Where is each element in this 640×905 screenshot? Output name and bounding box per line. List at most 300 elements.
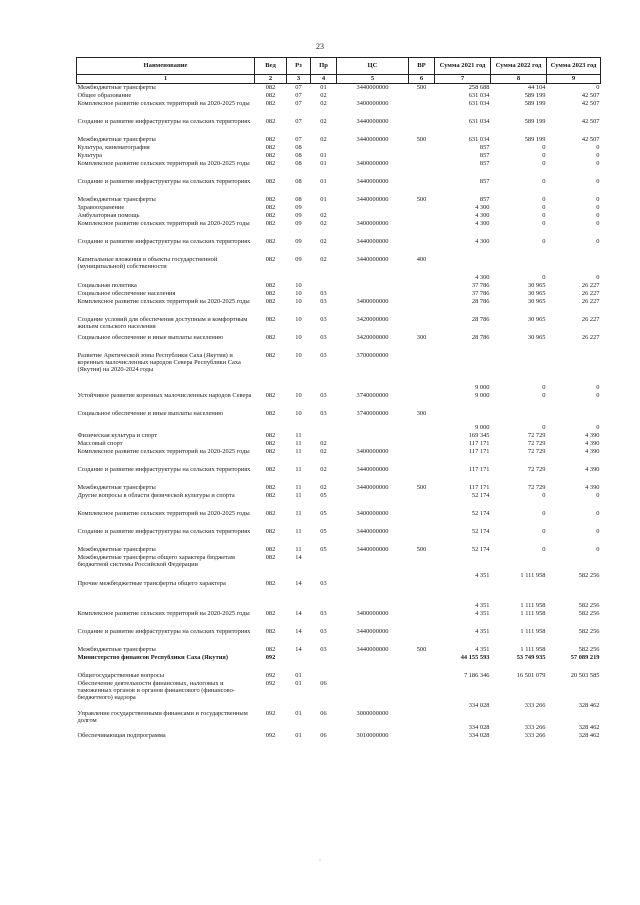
- row-vr: [409, 580, 435, 610]
- row-sum-2021: 9 000: [475, 391, 490, 399]
- row-sum-2021: 28 786: [471, 333, 490, 341]
- row-sum-2022: 72 729: [527, 483, 546, 491]
- table-row: [77, 316, 601, 334]
- table-row: [77, 410, 601, 432]
- row-pr: 03: [320, 645, 327, 653]
- row-sum-2021: 44 155 593: [460, 653, 490, 661]
- row-sum-2021: 4 351: [475, 627, 490, 635]
- row-vr: [409, 680, 435, 710]
- row-name: Массовый спорт: [77, 439, 123, 447]
- header-sum-2022: Сумма 2022 год: [491, 58, 547, 75]
- row-sum-2021: 117 171: [468, 447, 490, 455]
- row-cs: [337, 282, 409, 290]
- row-vr: [409, 290, 435, 298]
- row-sum-2021: 631 034: [468, 117, 490, 125]
- row-rz: 01: [295, 731, 302, 739]
- row-name: Комплексное развитие сельских территорий на 2020-2025 годы: [77, 609, 250, 617]
- row-rz: 10: [295, 315, 302, 323]
- row-ved: 082: [265, 553, 276, 561]
- row-cs: [337, 672, 409, 680]
- row-sum-2022: 0: [542, 527, 546, 535]
- table-row: [77, 220, 601, 238]
- table-row: [77, 160, 601, 178]
- row-name: Обеспечивающая подпрограмма: [77, 731, 166, 739]
- row-sum-2022: 16 501 079: [516, 671, 546, 679]
- row-cs: 3400000000: [356, 159, 389, 167]
- row-ved: 082: [265, 177, 276, 185]
- row-vr: 500: [416, 135, 427, 143]
- row-pr: [311, 204, 337, 212]
- row-sum-2023: 0: [596, 509, 600, 517]
- row-pr: [311, 282, 337, 290]
- row-ved: 082: [265, 447, 276, 455]
- table-row: [77, 178, 601, 196]
- table-row: [77, 204, 601, 212]
- row-ved: 092: [265, 671, 276, 679]
- row-cs: 3440000000: [356, 465, 389, 473]
- row-vr: [409, 732, 435, 742]
- row-pr: [311, 672, 337, 680]
- row-ved: 082: [265, 117, 276, 125]
- row-sum-2021: 9 000: [475, 384, 490, 392]
- row-sum-2023: 582 256: [578, 602, 600, 610]
- page-number: 23: [316, 42, 324, 51]
- row-rz: 11: [295, 491, 302, 499]
- row-pr: 02: [320, 255, 327, 263]
- row-sum-2023: 0: [596, 219, 600, 227]
- row-sum-2023: 582 256: [578, 572, 600, 580]
- row-pr: 06: [320, 679, 327, 687]
- row-vr: [409, 628, 435, 646]
- row-rz: 11: [295, 431, 302, 439]
- row-sum-2021: 4 351: [475, 572, 490, 580]
- row-vr: [409, 466, 435, 484]
- row-pr: 05: [320, 509, 327, 517]
- row-pr: 01: [320, 84, 327, 91]
- row-sum-2022: 589 199: [524, 99, 546, 107]
- row-ved: 082: [265, 431, 276, 439]
- row-name: Создание условий для обеспечения доступным и комфортным жильем сельского населения: [77, 315, 248, 330]
- row-pr: [311, 654, 337, 672]
- row-name: Межбюджетные трансферты: [77, 135, 156, 143]
- table-row: [77, 256, 601, 282]
- row-rz: 07: [295, 135, 302, 143]
- table-row: [77, 528, 601, 546]
- row-ved: 082: [265, 255, 276, 263]
- row-name: Создание и развитие инфраструктуры на сельских территориях: [77, 117, 251, 125]
- row-sum-2023: 582 256: [578, 609, 600, 617]
- row-ved: 082: [265, 281, 276, 289]
- row-name: Прочие межбюджетные трансферты общего характера: [77, 579, 226, 587]
- row-pr: 02: [320, 219, 327, 227]
- row-rz: 01: [295, 679, 302, 687]
- table-row: [77, 392, 601, 410]
- row-sum-2021: 857: [479, 177, 490, 185]
- row-sum-2023: 26 227: [581, 297, 600, 305]
- row-ved: 082: [265, 143, 276, 151]
- row-cs: 3010000000: [356, 731, 389, 739]
- row-vr: [409, 554, 435, 580]
- row-ved: 082: [265, 645, 276, 653]
- row-rz: 10: [295, 409, 302, 417]
- row-sum-2021: 4 300: [475, 211, 490, 219]
- row-sum-2022: 30 965: [527, 333, 546, 341]
- row-name: Создание и развитие инфраструктуры на сельских территориях: [77, 237, 251, 245]
- row-ved: 082: [265, 203, 276, 211]
- row-cs: [337, 654, 409, 672]
- row-name: Социальное обеспечение и иные выплаты населению: [77, 409, 224, 417]
- row-cs: [337, 554, 409, 580]
- row-sum-2021: 4 300: [475, 274, 490, 282]
- row-sum-2021: 334 028: [468, 731, 490, 739]
- row-sum-2022: 333 266: [524, 731, 546, 739]
- colnum-3: 3: [287, 75, 311, 84]
- row-cs: [337, 492, 409, 510]
- table-row: [77, 290, 601, 298]
- row-sum-2021: 28 786: [471, 315, 490, 323]
- row-pr: 02: [320, 447, 327, 455]
- row-rz: 01: [295, 671, 302, 679]
- row-sum-2021: 857: [479, 151, 490, 159]
- row-sum-2022: 30 965: [527, 281, 546, 289]
- table-row: [77, 432, 601, 440]
- row-sum-2022: 0: [542, 159, 546, 167]
- row-ved: 082: [265, 91, 276, 99]
- row-rz: 08: [295, 143, 302, 151]
- row-name: Общее образование: [77, 91, 132, 99]
- row-pr: 05: [320, 527, 327, 535]
- row-cs: [337, 680, 409, 710]
- row-sum-2021: 169 345: [468, 431, 490, 439]
- row-vr: [409, 448, 435, 466]
- row-vr: [409, 492, 435, 510]
- row-name: Физическая культура и спорт: [77, 431, 158, 439]
- row-rz: 11: [295, 545, 302, 553]
- row-pr: 03: [320, 609, 327, 617]
- row-ved: 082: [265, 579, 276, 587]
- header-sum-2021: Сумма 2021 год: [435, 58, 491, 75]
- row-rz: 08: [295, 177, 302, 185]
- row-sum-2022: 0: [542, 195, 546, 203]
- row-ved: 082: [265, 439, 276, 447]
- row-ved: 082: [265, 219, 276, 227]
- row-pr: [311, 144, 337, 152]
- table-row: [77, 580, 601, 610]
- row-sum-2022: 72 729: [527, 465, 546, 473]
- row-sum-2023: 0: [596, 545, 600, 553]
- table-row: [77, 492, 601, 510]
- row-cs: 3440000000: [356, 255, 389, 263]
- colnum-7: 7: [435, 75, 491, 84]
- row-name: Социальная политика: [77, 281, 137, 289]
- row-ved: 082: [265, 151, 276, 159]
- row-rz: 09: [295, 203, 302, 211]
- row-rz: 09: [295, 211, 302, 219]
- row-name: Культура: [77, 151, 102, 159]
- row-cs: 3440000000: [356, 645, 389, 653]
- row-pr: 03: [320, 391, 327, 399]
- row-vr: [409, 392, 435, 410]
- row-sum-2023: 0: [596, 274, 600, 282]
- row-vr: 300: [416, 409, 427, 417]
- row-sum-2021: 117 171: [468, 439, 490, 447]
- row-name: Межбюджетные трансферты: [77, 195, 156, 203]
- row-cs: [337, 440, 409, 448]
- row-sum-2021: 4 351: [475, 645, 490, 653]
- table-row: [77, 680, 601, 710]
- row-sum-2023: 0: [596, 491, 600, 499]
- row-rz: 08: [295, 159, 302, 167]
- row-cs: [337, 432, 409, 440]
- table-row: [77, 196, 601, 204]
- row-vr: [409, 92, 435, 100]
- row-rz: 09: [295, 219, 302, 227]
- row-vr: 500: [416, 645, 427, 653]
- row-sum-2023: 26 227: [581, 281, 600, 289]
- row-sum-2021: 4 300: [475, 203, 490, 211]
- row-sum-2021: 7 186 346: [463, 671, 490, 679]
- table-row: [77, 212, 601, 220]
- row-cs: 3400000000: [356, 99, 389, 107]
- column-number-row: [77, 75, 601, 84]
- row-pr: 03: [320, 289, 327, 297]
- row-sum-2023: 26 227: [581, 289, 600, 297]
- row-sum-2021: 4 300: [475, 237, 490, 245]
- header-name: Наименование: [77, 58, 255, 75]
- table-row: [77, 440, 601, 448]
- row-vr: [409, 528, 435, 546]
- row-sum-2023: 42 507: [581, 99, 600, 107]
- row-cs: 3440000000: [356, 627, 389, 635]
- row-sum-2021: 857: [479, 195, 490, 203]
- row-cs: 3740000000: [356, 391, 389, 399]
- row-name: Капитальные вложения в объекты государственной (муниципальной) собственности: [77, 255, 218, 270]
- row-rz: 14: [295, 645, 302, 653]
- row-name: Развитие Арктической зоны Республики Саха (Якутия) и коренных малочисленных народов Севера Республики Саха (Якутия) на 2020-2024 годы: [77, 351, 241, 374]
- row-sum-2022: 1 111 958: [520, 602, 546, 610]
- table-row: [77, 466, 601, 484]
- row-sum-2022: 589 199: [524, 135, 546, 143]
- row-sum-2023: 26 227: [581, 315, 600, 323]
- row-name: Межбюджетные трансферты: [77, 645, 156, 653]
- header-cs: ЦС: [337, 58, 409, 75]
- row-pr: 01: [320, 159, 327, 167]
- row-sum-2023: 328 462: [578, 702, 600, 710]
- header-row: [77, 58, 601, 75]
- row-sum-2021: 4 351: [475, 609, 490, 617]
- row-sum-2021: 631 034: [468, 99, 490, 107]
- row-ved: 082: [265, 135, 276, 143]
- row-ved: 082: [265, 237, 276, 245]
- row-sum-2023: 582 256: [578, 645, 600, 653]
- row-rz: 07: [295, 117, 302, 125]
- budget-table: [76, 57, 601, 742]
- table-row: [77, 100, 601, 118]
- row-sum-2022: 333 266: [524, 702, 546, 710]
- row-pr: 03: [320, 409, 327, 417]
- row-pr: 03: [320, 627, 327, 635]
- row-ved: 092: [265, 731, 276, 739]
- row-vr: [409, 710, 435, 732]
- row-pr: 03: [320, 297, 327, 305]
- row-vr: [409, 432, 435, 440]
- row-vr: [409, 440, 435, 448]
- row-rz: 14: [295, 579, 302, 587]
- row-vr: [409, 654, 435, 672]
- row-cs: 3700000000: [356, 351, 389, 359]
- row-rz: 10: [295, 289, 302, 297]
- row-ved: 082: [265, 315, 276, 323]
- colnum-9: 9: [547, 75, 601, 84]
- row-sum-2022: 30 965: [527, 297, 546, 305]
- row-pr: [311, 432, 337, 440]
- row-name: Комплексное развитие сельских территорий на 2020-2025 годы: [77, 99, 250, 107]
- colnum-8: 8: [491, 75, 547, 84]
- colnum-4: 4: [311, 75, 337, 84]
- row-sum-2023: 57 089 219: [570, 653, 600, 661]
- row-sum-2022: 0: [542, 384, 546, 392]
- row-name: Создание и развитие инфраструктуры на сельских территориях: [77, 527, 251, 535]
- row-rz: 10: [295, 391, 302, 399]
- row-vr: 500: [416, 545, 427, 553]
- row-vr: [409, 352, 435, 392]
- row-sum-2021: 631 034: [468, 135, 490, 143]
- row-pr: 02: [320, 439, 327, 447]
- row-name: Социальное обеспечение населения: [77, 289, 176, 297]
- row-vr: [409, 178, 435, 196]
- row-cs: 3440000000: [356, 527, 389, 535]
- row-ved: 082: [265, 465, 276, 473]
- row-pr: 02: [320, 211, 327, 219]
- row-name: Здравоохранение: [77, 203, 125, 211]
- row-sum-2023: 4 390: [585, 465, 600, 473]
- row-sum-2023: 0: [596, 391, 600, 399]
- row-sum-2021: 52 174: [471, 491, 490, 499]
- row-rz: 10: [295, 281, 302, 289]
- row-sum-2023: 328 462: [578, 724, 600, 732]
- row-cs: 3000000000: [356, 709, 389, 717]
- row-rz: 11: [295, 439, 302, 447]
- row-sum-2021: 28 786: [471, 297, 490, 305]
- row-sum-2023: 26 227: [581, 333, 600, 341]
- row-name: Амбулаторная помощь: [77, 211, 140, 219]
- row-vr: [409, 152, 435, 160]
- row-name: Создание и развитие инфраструктуры на сельских территориях: [77, 465, 251, 473]
- row-pr: [311, 554, 337, 580]
- row-ved: 082: [265, 545, 276, 553]
- row-rz: 09: [295, 237, 302, 245]
- row-pr: 02: [320, 135, 327, 143]
- table-row: [77, 298, 601, 316]
- row-cs: 3440000000: [356, 117, 389, 125]
- row-sum-2021: 117 171: [468, 483, 490, 491]
- row-name: Обеспечение деятельности финансовых, налоговых и таможенных органов и органов финансового (финансово-бюджетного) надзора: [77, 679, 235, 702]
- row-vr: [409, 160, 435, 178]
- row-cs: 3400000000: [356, 609, 389, 617]
- row-name: Комплексное развитие сельских территорий на 2020-2025 годы: [77, 219, 250, 227]
- row-cs: [337, 580, 409, 610]
- row-ved: 082: [265, 609, 276, 617]
- row-sum-2022: 30 965: [527, 315, 546, 323]
- row-sum-2021: 857: [479, 143, 490, 151]
- row-sum-2022: 0: [542, 545, 546, 553]
- row-rz: 01: [295, 709, 302, 717]
- row-name: Межбюджетные трансферты: [77, 483, 156, 491]
- row-sum-2022: 0: [542, 509, 546, 517]
- row-vr: 500: [416, 84, 427, 91]
- header-vr: ВР: [409, 58, 435, 75]
- row-name: Создание и развитие инфраструктуры на сельских территориях: [77, 177, 251, 185]
- row-ved: 082: [265, 159, 276, 167]
- row-ved: 082: [265, 297, 276, 305]
- table-row: [77, 144, 601, 152]
- row-sum-2023: 0: [596, 177, 600, 185]
- row-sum-2022: 1 111 958: [520, 645, 546, 653]
- row-cs: [337, 152, 409, 160]
- row-sum-2021: 37 786: [471, 281, 490, 289]
- row-sum-2021: 52 174: [471, 545, 490, 553]
- row-name: Межбюджетные трансферты: [77, 545, 156, 553]
- row-ved: 082: [265, 211, 276, 219]
- row-cs: [337, 212, 409, 220]
- row-pr: 06: [320, 731, 327, 739]
- row-cs: 3400000000: [356, 509, 389, 517]
- row-sum-2021: 334 028: [468, 702, 490, 710]
- row-sum-2022: 0: [542, 143, 546, 151]
- row-ved: 082: [265, 333, 276, 341]
- row-pr: 01: [320, 177, 327, 185]
- row-sum-2023: 0: [596, 151, 600, 159]
- row-rz: 08: [295, 151, 302, 159]
- table-row: [77, 710, 601, 732]
- row-cs: 3440000000: [356, 195, 389, 203]
- row-sum-2023: 0: [596, 84, 600, 91]
- row-rz: 11: [295, 509, 302, 517]
- row-vr: 500: [416, 483, 427, 491]
- row-sum-2023: 0: [596, 195, 600, 203]
- row-name: Министерство финансов Республики Саха (Якутия): [77, 653, 228, 661]
- row-sum-2023: 0: [596, 527, 600, 535]
- table-row: [77, 510, 601, 528]
- header-ved: Вед: [255, 58, 287, 75]
- row-vr: [409, 220, 435, 238]
- table-row: [77, 352, 601, 392]
- table-row: [77, 554, 601, 580]
- header-sum-2023: Сумма 2023 год: [547, 58, 601, 75]
- row-rz: 07: [295, 84, 302, 91]
- row-rz: 11: [295, 483, 302, 491]
- header-pr: Пр: [311, 58, 337, 75]
- colnum-5: 5: [337, 75, 409, 84]
- row-sum-2022: 53 749 935: [516, 653, 546, 661]
- row-cs: [337, 92, 409, 100]
- row-ved: 092: [265, 653, 276, 661]
- row-pr: 02: [320, 91, 327, 99]
- table-row: [77, 334, 601, 352]
- row-rz: [287, 654, 311, 672]
- row-name: Общегосударственные вопросы: [77, 671, 165, 679]
- row-cs: 3400000000: [356, 297, 389, 305]
- row-cs: 3740000000: [356, 409, 389, 417]
- row-vr: [409, 510, 435, 528]
- row-sum-2023: 42 507: [581, 117, 600, 125]
- table-row: [77, 238, 601, 256]
- row-name: Комплексное развитие сельских территорий на 2020-2025 годы: [77, 159, 250, 167]
- row-pr: 03: [320, 351, 327, 359]
- row-sum-2021: 631 034: [468, 91, 490, 99]
- row-rz: 11: [295, 447, 302, 455]
- table-row: [77, 92, 601, 100]
